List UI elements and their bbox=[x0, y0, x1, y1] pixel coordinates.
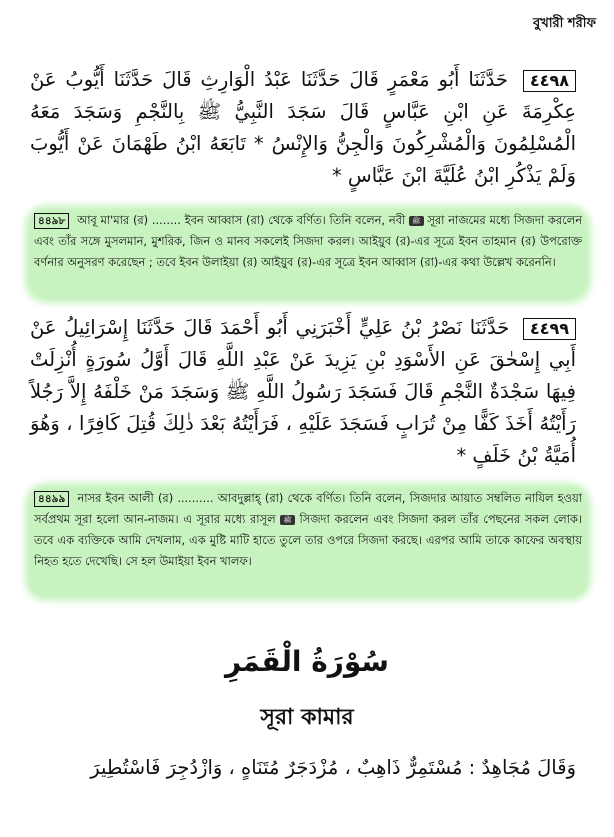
hadith-4499-arabic bbox=[30, 312, 576, 472]
translation-text-1: নাসর ইবন আলী (র) .......... আবদুল্লাহ্ (রা) থেকে বর্ণিত। তিনি বলেন, সিজদার আয়াত সম্বলিত নাযিল হওয়া সর্বপ্রথম সূরা হলো আন-নাজম। এ সূরার মধ্যে রাসূল bbox=[34, 491, 582, 526]
surah-title-bengali: সূরা কামার bbox=[260, 705, 354, 730]
footer-arabic-text: وَقَالَ مُجَاهِدٌ : مُسْتَمِرٌّ ذَاهِبٌ ، مُزْدَجَرٌ مُتَنَاهٍ ، وَازْدُجِرَ فَاسْتُطِيرَ bbox=[90, 756, 576, 779]
hadith-number-ar: ٤٤٩٩ bbox=[523, 318, 576, 340]
hadith-arabic-text: حَدَّثَنَا أَبُو مَعْمَرٍ قَالَ حَدَّثَنَا عَبْدُ الْوَارِثِ قَالَ حَدَّثَنَا أَيُّوبُ عَنْ عِكْرِمَةَ عَنِ ابْنِ عَبَّاسٍ قَالَ سَجَدَ النَّبِيُّ ﷺ بِالنَّجْمِ وَسَجَدَ مَعَهُ الْمُسْلِمُونَ وَالْمُشْرِكُونَ وَالْجِنُّ وَالإِنْسُ * تَابَعَهُ ابْنُ طَهْمَانَ عَنْ أَيُّوبَ وَلَمْ يَذْكُرِ ابْنُ عُلَيَّةَ ابْنَ عَبَّاسٍ * bbox=[30, 68, 576, 187]
hadith-4498-translation bbox=[30, 210, 586, 298]
hadith-arabic-text: حَدَّثَنَا نَصْرُ بْنُ عَلِيٍّ أَخْبَرَنِي أَبُو أَحْمَدَ قَالَ حَدَّثَنَا إِسْرَائِيلُ عَنْ أَبِي إِسْحٰقَ عَنِ الأَسْوَدِ بْنِ يَزِيدَ عَنْ عَبْدِ اللَّهِ قَالَ أَوَّلُ سُورَةٍ أُنْزِلَتْ فِيهَا سَجْدَةٌ النَّجْمِ قَالَ فَسَجَدَ رَسُولُ اللَّهِ ﷺ وَسَجَدَ مَنْ خَلْفَهُ إِلاَّ رَجُلاً رَأَيْتُهُ أَخَذَ كَفًّا مِنْ تُرَابٍ فَسَجَدَ عَلَيْهِ ، فَرَأَيْتُهُ بَعْدَ ذٰلِكَ قُتِلَ كَافِرًا ، وَهُوَ أُمَيَّةُ بْنُ خَلَفٍ * bbox=[30, 316, 576, 467]
hadith-4499-translation bbox=[30, 488, 586, 596]
hadith-number-bn: ৪৪৯৮ bbox=[34, 213, 69, 229]
surah-title-arabic: سُوْرَةُ الْقَمَرِ bbox=[225, 645, 389, 678]
hadith-number-ar: ٤٤٩٨ bbox=[523, 70, 576, 92]
page-header-title: বুখারী শরীফ bbox=[532, 16, 596, 31]
pbuh-icon: ﷺ bbox=[280, 515, 294, 525]
pbuh-icon: ﷺ bbox=[409, 216, 423, 226]
translation-text-2: সিজদা করলেন এবং সিজদা করল তাঁর পেছনের সকল লোক। তবে এক ব্যক্তিকে আমি দেখলাম, এক মুষ্টি মাটি হাতে তুলে তার ওপরে সিজদা করছে। এরপর আমি তাকে কাফের অবস্থায় নিহত হতে দেখেছি। সে হল উমাইয়া ইবন খালফ। bbox=[34, 512, 582, 568]
hadith-number-bn: ৪৪৯৯ bbox=[34, 491, 69, 507]
hadith-4498-arabic bbox=[30, 64, 576, 192]
translation-text-2: সূরা নাজমের মধ্যে সিজদা করলেন এবং তাঁর সঙ্গে মুসলমান, মুশরিক, জিন ও মানব সকলেই সিজদা করল। আইয়ুব (র)-এর সূত্রে ইবন তাহমান (র) উপরোক্ত বর্ণনার অনুসরণ করেছেন ; তবে ইবন উলাইয়া (র) আইয়ুব (র)-এর সূত্রে ইবন আব্বাস (রা)-এর কথা উল্লেখ করেননি। bbox=[34, 213, 583, 269]
translation-text-1: আবূ মা'মার (র) ........ ইবন আব্বাস (রা) থেকে বর্ণিত। তিনি বলেন, নবী bbox=[77, 213, 406, 227]
